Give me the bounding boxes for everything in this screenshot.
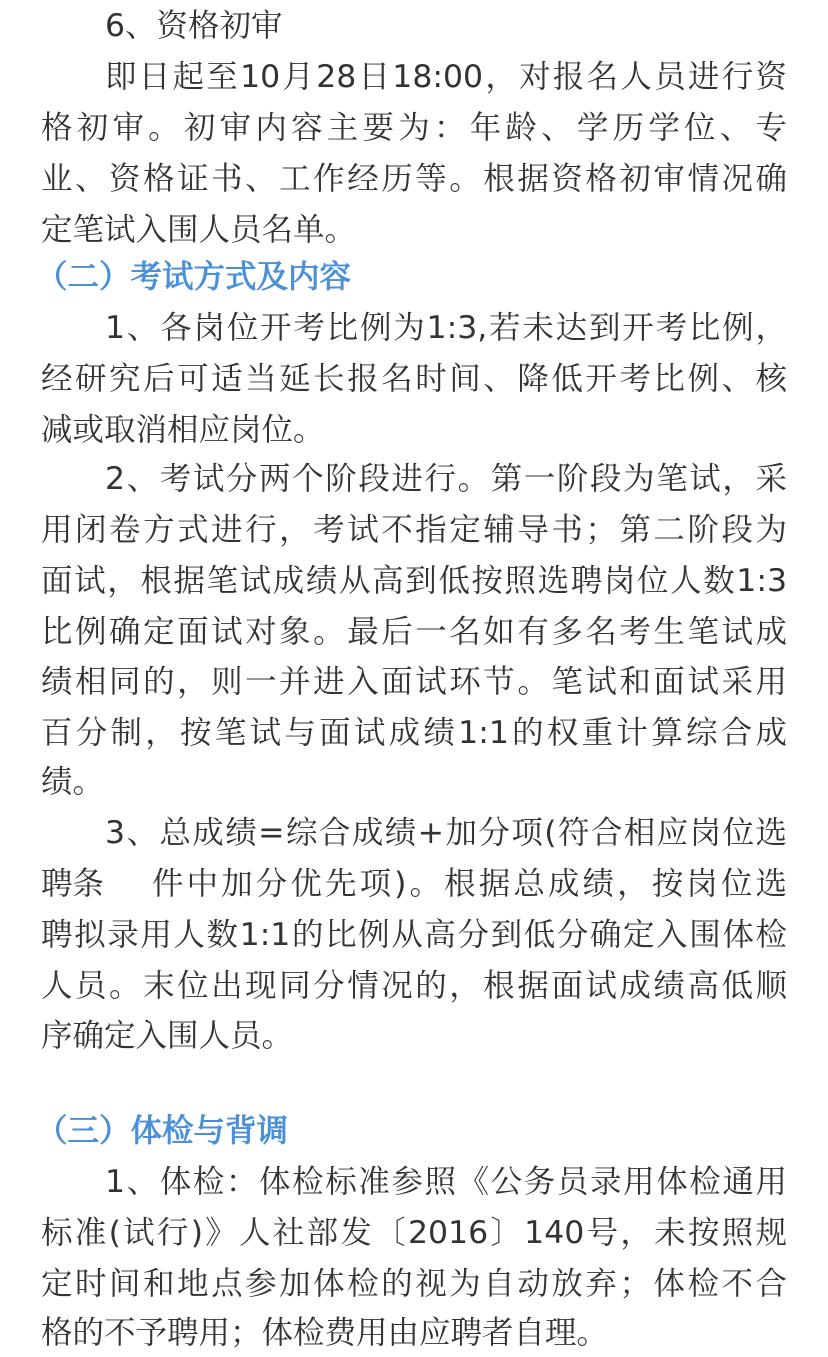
section2-p3-line-2b: 件中加分优先项)。根据总成绩，按岗位选 [152,866,787,902]
s6-line-4: 定笔试入围人员名单。 [41,212,357,248]
section2-p3-line-1: 3、总成绩=综合成绩+加分项(符合相应岗位选 [105,815,787,851]
section2-p3-line-3: 聘拟录用人数1:1的比例从高分到低分确定入围体检 [41,917,787,953]
s6-line-2: 格初审。初审内容主要为：年龄、学历学位、专 [41,110,787,146]
section2-p2-line-3: 面试，根据笔试成绩从高到低按照选聘岗位人数1:3 [41,563,787,599]
section3-p1-line-3: 定时间和地点参加体检的视为自动放弃；体检不合 [41,1266,787,1302]
section2-p3-line-5: 序确定入围人员。 [41,1018,294,1054]
section2-p2-line-7: 绩。 [41,764,105,800]
section3-p1-line-2: 标准(试行)》人社部发〔2016〕140号，未按照规 [41,1215,787,1251]
section2-heading: （二）考试方式及内容 [36,259,352,295]
section2-p2-line-6: 百分制，按笔试与面试成绩1:1的权重计算综合成 [41,715,787,751]
section3-heading: （三）体检与背调 [36,1113,289,1149]
section2-p2-line-4: 比例确定面试对象。最后一名如有多名考生笔试成 [41,614,787,650]
s6-line-1: 即日起至10月28日18:00，对报名人员进行资 [105,59,787,95]
section2-p2-line-1: 2、考试分两个阶段进行。第一阶段为笔试，采 [105,461,787,497]
s6-line-3: 业、资格证书、工作经历等。根据资格初审情况确 [41,161,787,197]
section2-p3-line-2 [41,864,787,904]
section2-p1-line-1: 1、各岗位开考比例为1:3,若未达到开考比例， [105,310,787,346]
section2-p3-line-4: 人员。末位出现同分情况的，根据面试成绩高低顺 [41,968,787,1004]
section3-p1-line-4: 格的不予聘用；体检费用由应聘者自理。 [41,1315,609,1351]
section2-p2-line-5: 绩相同的，则一并进入面试环节。笔试和面试采用 [41,664,787,700]
section2-p2-line-2: 用闭卷方式进行，考试不指定辅导书；第二阶段为 [41,512,787,548]
section3-p1-line-1: 1、体检：体检标准参照《公务员录用体检通用 [105,1164,787,1200]
section2-p3-line-2a: 聘条 [41,866,105,902]
s6-title: 6、资格初审 [105,8,283,44]
section2-p1-line-3: 减或取消相应岗位。 [41,412,325,448]
section2-p1-line-2: 经研究后可适当延长报名时间、降低开考比例、核 [41,361,787,397]
